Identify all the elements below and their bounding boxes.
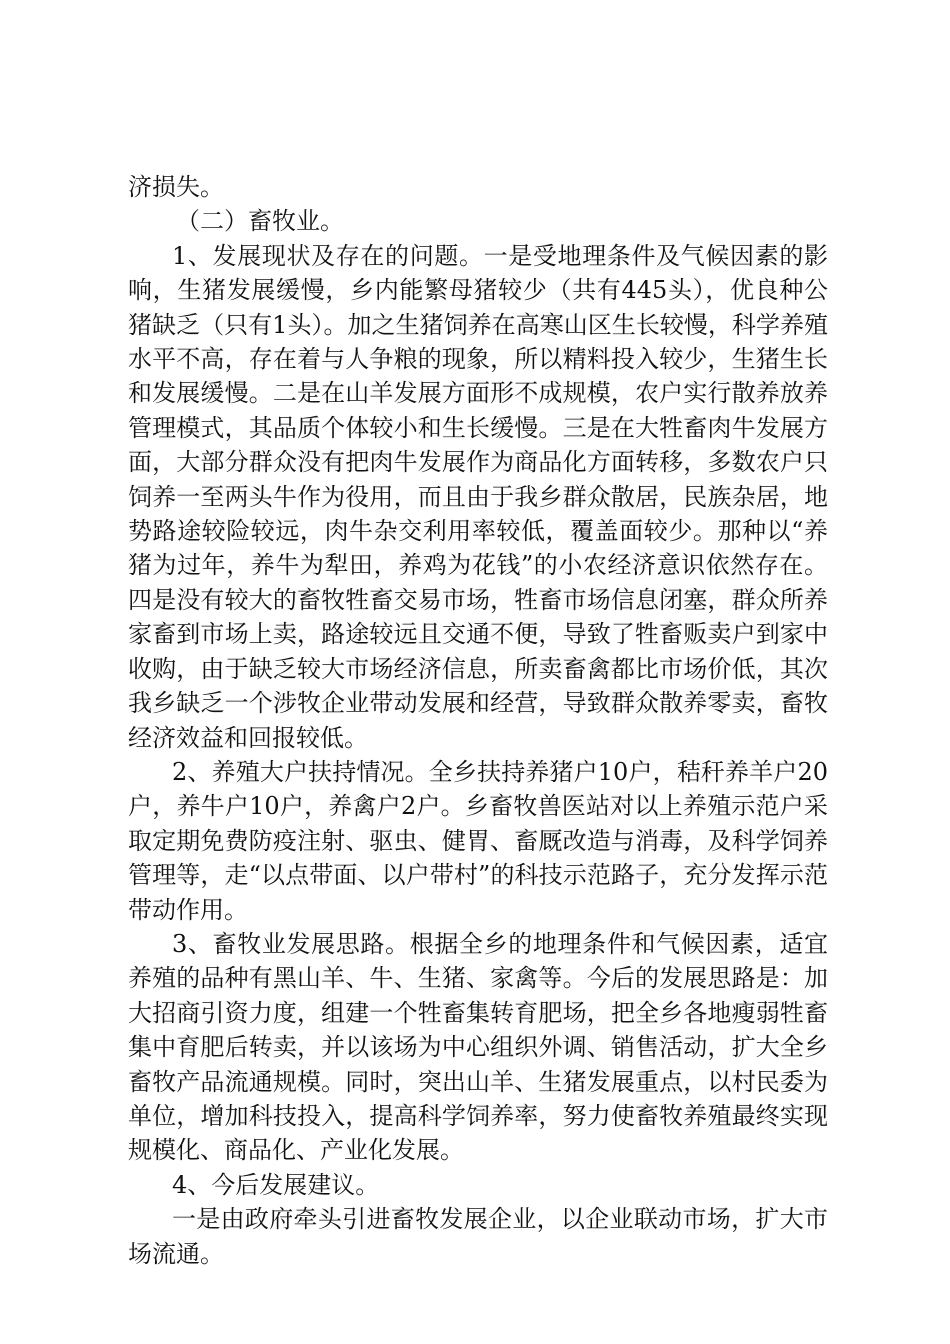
paragraph-suggestions-heading: 4、今后发展建议。 xyxy=(172,1170,380,1199)
section-heading-livestock: （二）畜牧业。 xyxy=(176,207,344,236)
paragraph-status-problems: 1、发展现状及存在的问题。一是受地理条件及气候因素的影响，生猪发展缓慢，乡内能繁母猪较少（共有445头），优良种公猪缺乏（只有1头）。加之生猪饲养在高寒山区生长较慢，科学养殖水平不高，存在着与人争粮的现象，所以精料投入较少，生猪生长和发展缓慢。二是在山羊发展方面形不成规模，农户实行散养放养管理模式，其品质个体较小和生长缓慢。三是在大牲畜肉牛发展方面，大部分群众没有把肉牛发展作为商品化方面转移，多数农户只饲养一至两头牛作为役用，而且由于我乡群众散居，民族杂居，地势路途较险较远，肉牛杂交利用率较低，覆盖面较少。那种以“养猪为过年，养牛为犁田，养鸡为花钱”的小农经济意识依然存在。四是没有较大的畜牧牲畜交易市场，牲畜市场信息闭塞，群众所养家畜到市场上卖，路途较远且交通不便，导致了牲畜贩卖户到家中收购，由于缺乏较大市场经济信息，所卖畜禽都比市场价低，其次我乡缺乏一个涉牧企业带动发展和经营，导致群众散养零卖，畜牧经济效益和回报较低。 xyxy=(128,241,828,752)
paragraph-large-household-support: 2、养殖大户扶持情况。全乡扶持养猪户10户，秸秆养羊户20户，养牛户10户，养禽户2户。乡畜牧兽医站对以上养殖示范户采取定期免费防疫注射、驱虫、健胃、畜厩改造与消毒，及科学饲养管理等，走“以点带面、以户带村”的科技示范路子，充分发挥示范带动作用。 xyxy=(128,757,828,924)
paragraph-continuation: 济损失。 xyxy=(128,173,224,201)
paragraph-development-ideas: 3、畜牧业发展思路。根据全乡的地理条件和气候因素，适宜养殖的品种有黑山羊、牛、生猪、家禽等。今后的发展思路是：加大招商引资力度，组建一个牲畜集转育肥场，把全乡各地瘦弱牲畜集中育肥后转卖，并以该场为中心组织外调、销售活动，扩大全乡畜牧产品流通规模。同时，突出山羊、生猪发展重点，以村民委为单位，增加科技投入，提高科学饲养率，努力使畜牧养殖最终实现规模化、商品化、产业化发展。 xyxy=(128,929,828,1165)
document-body xyxy=(128,170,828,1271)
paragraph-suggestion-one: 一是由政府牵头引进畜牧发展企业，以企业联动市场，扩大市场流通。 xyxy=(128,1205,828,1268)
